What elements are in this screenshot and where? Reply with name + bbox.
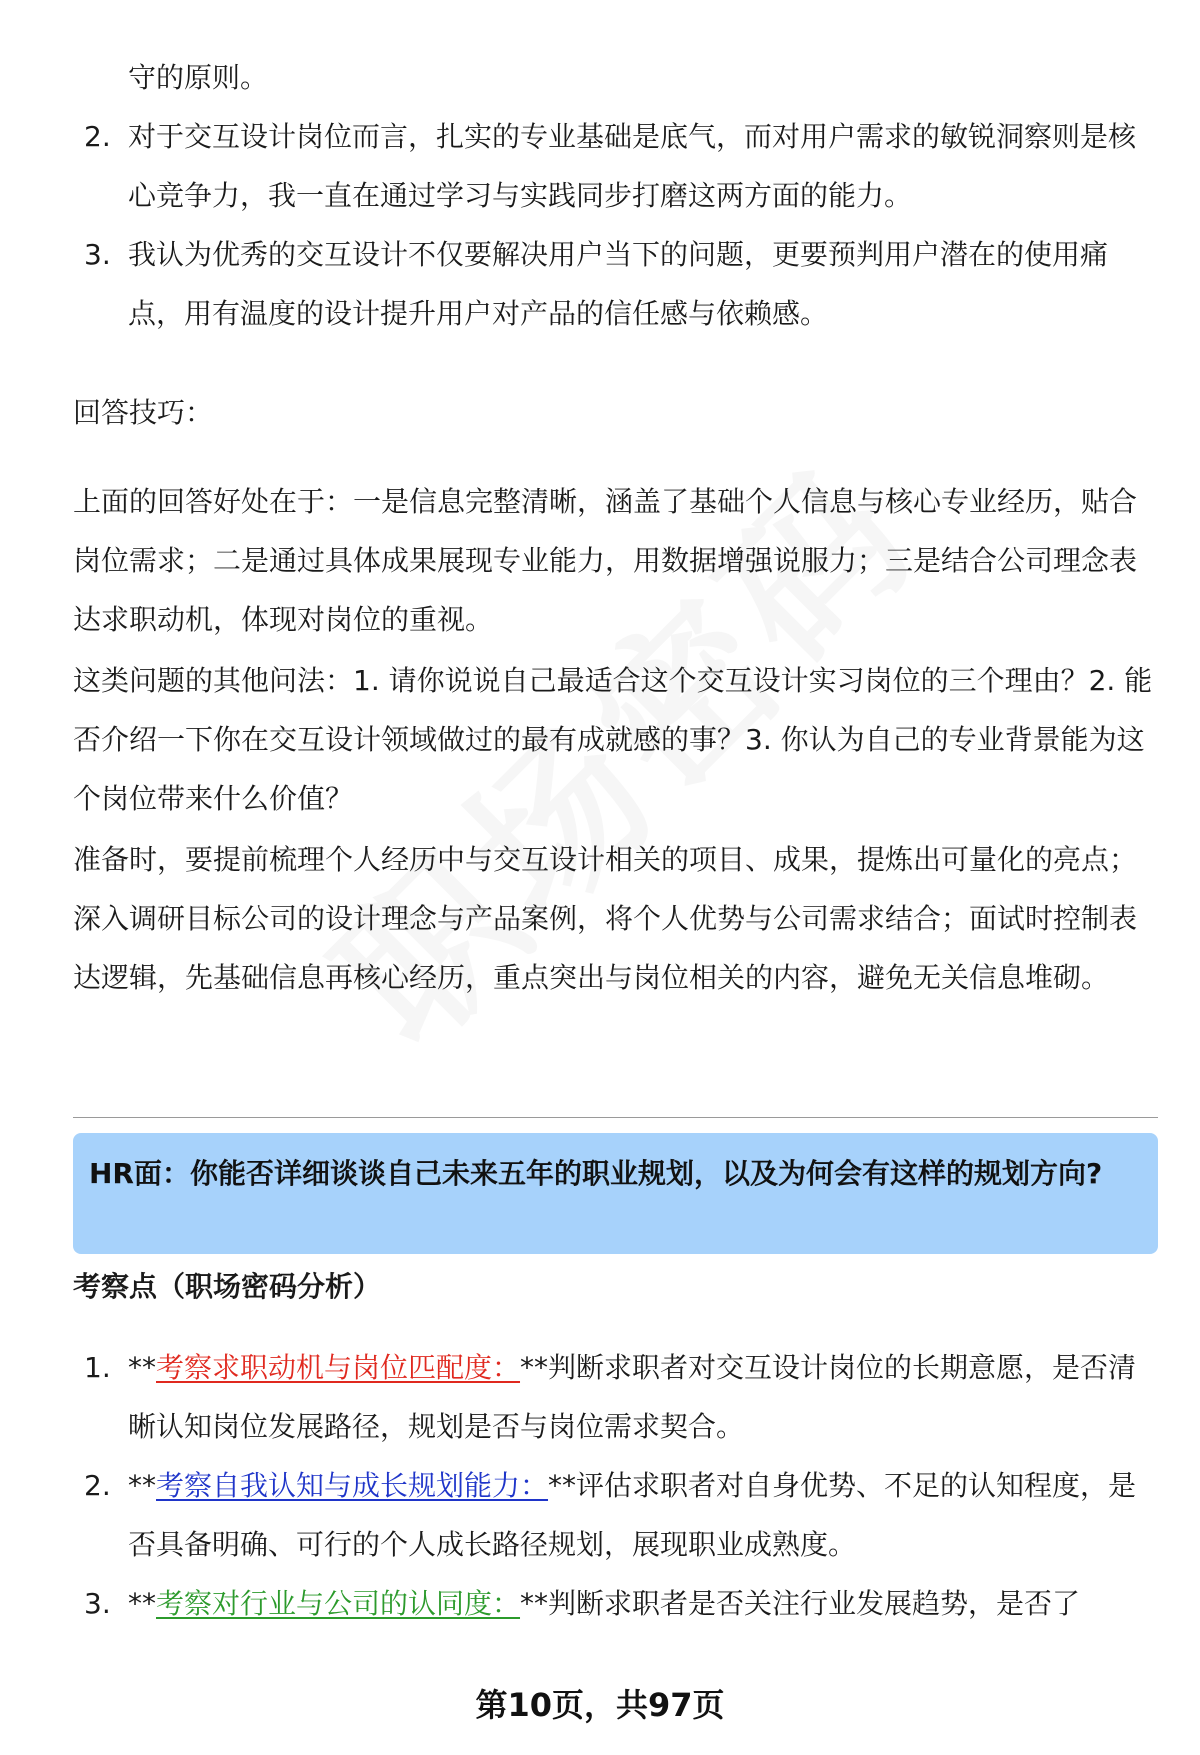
analysis-list: [0, 1338, 1200, 1633]
list-number: 3.: [84, 1587, 111, 1620]
preparation-paragraph: 准备时，要提前梳理个人经历中与交互设计相关的项目、成果，提炼出可量化的亮点；深入调研目标公司的设计理念与产品案例，将个人优势与公司需求结合；面试时控制表达逻辑，先基础信息再核心经历，重点突出与岗位相关的内容，避免无关信息堆砌。: [73, 843, 1138, 994]
bold-marker: **: [128, 1587, 156, 1620]
bold-marker: **: [128, 1469, 156, 1502]
analysis-heading: 考察点（职场密码分析）: [73, 1270, 382, 1303]
list-text: [128, 1574, 1153, 1633]
keyword-link[interactable]: 考察自我认知与成长规划能力：: [156, 1469, 549, 1502]
item-description: **评估求职者对自身优势、不足的认知程度，是否具备明确、可行的个人成长路径规划，展现职业成熟度。: [128, 1469, 1137, 1561]
list-item: [0, 48, 1200, 107]
list-text: [128, 1456, 1153, 1574]
list-item: [0, 107, 1200, 225]
question-banner: HR面：你能否详细谈谈自己未来五年的职业规划，以及为何会有这样的规划方向?: [73, 1133, 1158, 1254]
item-description: **判断求职者对交互设计岗位的长期意愿，是否清晰认知岗位发展路径，规划是否与岗位需求契合。: [128, 1351, 1137, 1443]
list-text: 守的原则。: [128, 61, 269, 94]
keyword-link[interactable]: 考察对行业与公司的认同度：: [156, 1587, 521, 1620]
list-number: 1.: [84, 1351, 111, 1384]
bold-marker: **: [128, 1351, 156, 1384]
list-text: 我认为优秀的交互设计不仅要解决用户当下的问题，更要预判用户潜在的使用痛点，用有温度的设计提升用户对产品的信任感与依赖感。: [128, 238, 1109, 330]
list-item: [0, 1456, 1200, 1574]
list-number: 2.: [84, 120, 111, 153]
list-item: [0, 225, 1200, 343]
keyword-link[interactable]: 考察求职动机与岗位匹配度：: [156, 1351, 521, 1384]
tips-paragraph: 上面的回答好处在于：一是信息完整清晰，涵盖了基础个人信息与核心专业经历，贴合岗位需求；二是通过具体成果展现专业能力，用数据增强说服力；三是结合公司理念表达求职动机，体现对岗位的重视。: [73, 485, 1138, 636]
list-number: 3.: [84, 238, 111, 271]
list-item: [0, 1338, 1200, 1456]
list-number: 2.: [84, 1469, 111, 1502]
answer-list: [0, 48, 1200, 343]
item-description: **判断求职者是否关注行业发展趋势，是否了: [520, 1587, 1081, 1620]
page-number: 第10页，共97页: [475, 1686, 725, 1724]
alt-questions-paragraph: 这类问题的其他问法：1. 请你说说自己最适合这个交互设计实习岗位的三个理由？2. 能否介绍一下你在交互设计领域做过的最有成就感的事？3. 你认为自己的专业背景能为这个岗位带来什么价值？: [73, 664, 1153, 815]
list-text: 对于交互设计岗位而言，扎实的专业基础是底气，而对用户需求的敏锐洞察则是核心竞争力，我一直在通过学习与实践同步打磨这两方面的能力。: [128, 120, 1137, 212]
list-item: [0, 1574, 1200, 1633]
tips-heading: 回答技巧：: [73, 396, 214, 429]
section-divider: [73, 1117, 1158, 1118]
list-text: [128, 1338, 1153, 1456]
